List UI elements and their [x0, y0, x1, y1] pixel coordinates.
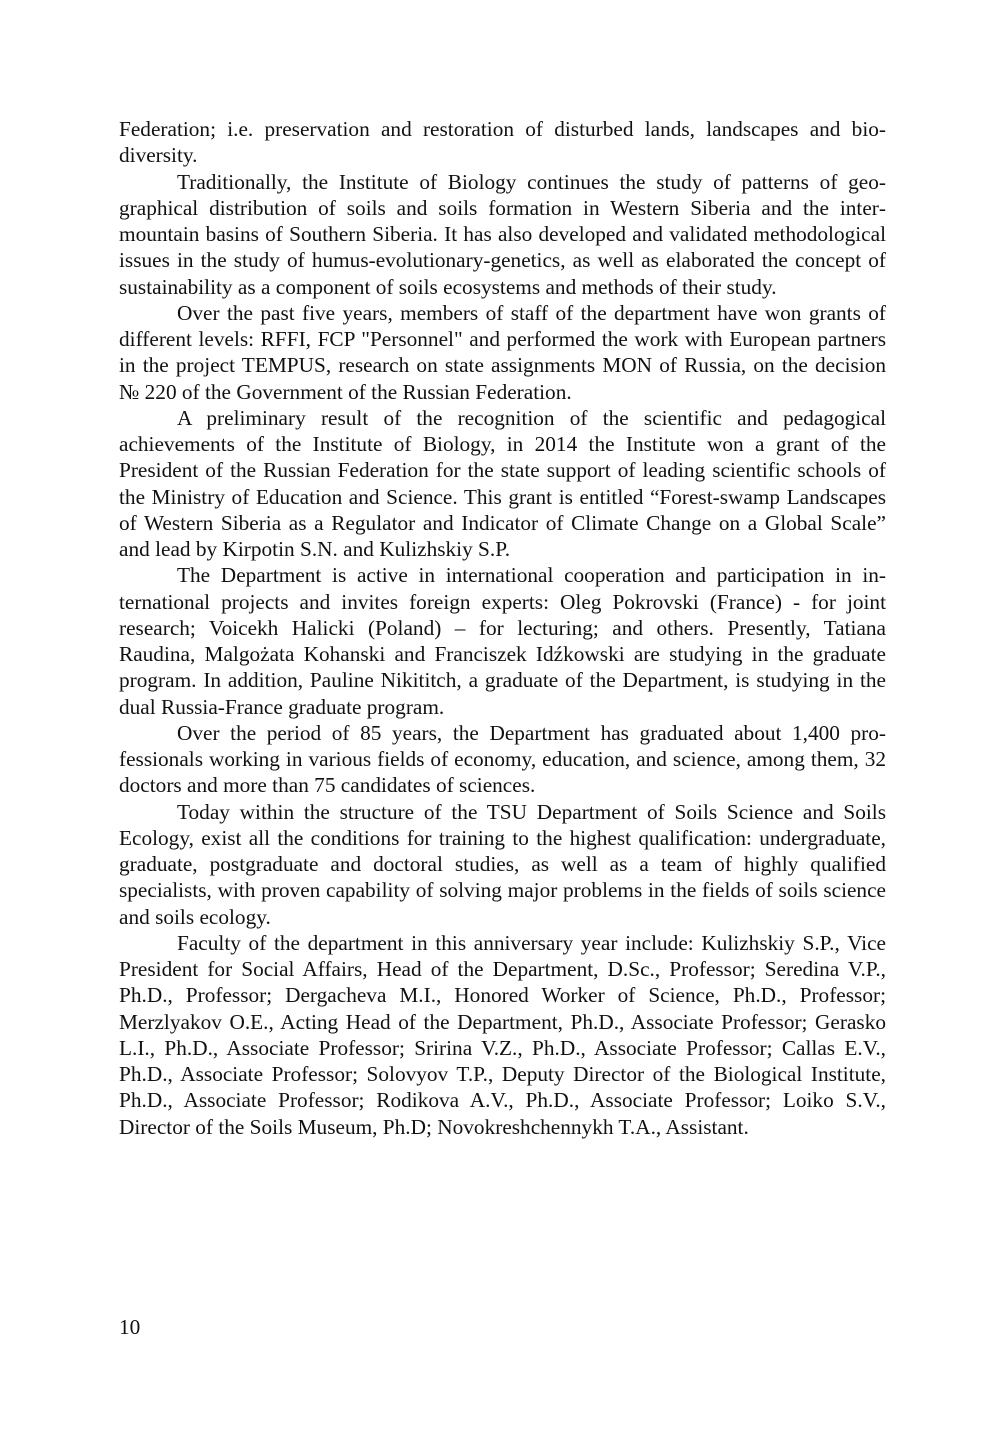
paragraph-soil-geography: Traditionally, the Institute of Biology continues the study of patterns of geographical distribution of soils and soils formation in Western Siberia and the intermountain basins of Southern Siberia. It has also developed and validated methodological issues in the study of humus-evolutionary-genetics, as well as elaborated the concept of sustainability as a component of soils ecosystems and methods of their study. [119, 169, 886, 299]
paragraph-grants: Over the past five years, members of staff of the department have won grants of different levels: RFFI, FCP "Personnel" and performed the work with European partners in the project TEMPUS, research on state assignments MON of Russia, on the decision № 220 of the Government of the Russian Federation. [119, 300, 886, 404]
page-number: 10 [119, 1315, 141, 1339]
paragraph-graduates: Over the period of 85 years, the Department has graduated about 1,400 professionals working in various fields of economy, education, and science, among them, 32 doctors and more than 75 candidates of sciences. [119, 720, 886, 798]
paragraph-continuation: Federation; i.e. preservation and restoration of disturbed lands, landscapes and biodiversity. [119, 117, 886, 168]
body-text [119, 116, 886, 1140]
paragraph-international-cooperation: The Department is active in international cooperation and participation in international projects and invites foreign experts: Oleg Pokrovski (France) - for joint research; Voicekh Halicki (Poland) – for lecturing; and others. Presently, Tatiana Raudina, Malgożata Kohanski and Franciszek Idźkowski are studying in the graduate program. In addition, Pauline Nikititch, a graduate of the Department, is studying in the dual Russia-France graduate program. [119, 563, 886, 719]
paragraph-presidential-grant: A preliminary result of the recognition of the scientific and pedagogical achievements of the Institute of Biology, in 2014 the Institute won a grant of the President of the Russian Federation for the state support of leading scientific schools of the Ministry of Education and Science. This grant is entitled “Forest-swamp Landscapes of Western Siberia as a Regulator and Indicator of Climate Change on a Global Scale” and lead by Kirpotin S.N. and Kulizhskiy S.P. [119, 405, 886, 561]
paragraph-faculty: Faculty of the department in this anniversary year include: Kulizhskiy S.P., Vice President for Social Affairs, Head of the Department, D.Sc., Professor; Seredina V.P., Ph.D., Professor; Dergacheva M.I., Honored Worker of Science, Ph.D., Professor; Merzlyakov O.E., Acting Head of the Department, Ph.D., Associate Professor; Gerasko L.I., Ph.D., Associate Professor; Sririna V.Z., Ph.D., Associate Professor; Callas E.V., Ph.D., Associate Professor; Solovyov T.P., Deputy Director of the Biological Institute, Ph.D., Associate Professor; Rodikova A.V., Ph.D., Associate Professor; Loiko S.V., Director of the Soils Museum, Ph.D; Novokreshchennykh T.A., Assistant. [119, 930, 886, 1139]
paragraph-training-conditions: Today within the structure of the TSU Department of Soils Science and Soils Ecology, exist all the conditions for training to the highest qualification: undergraduate, graduate, postgraduate and doctoral studies, as well as a team of highly qualified specialists, with proven capability of solving major problems in the fields of soils science and soils ecology. [119, 799, 886, 929]
